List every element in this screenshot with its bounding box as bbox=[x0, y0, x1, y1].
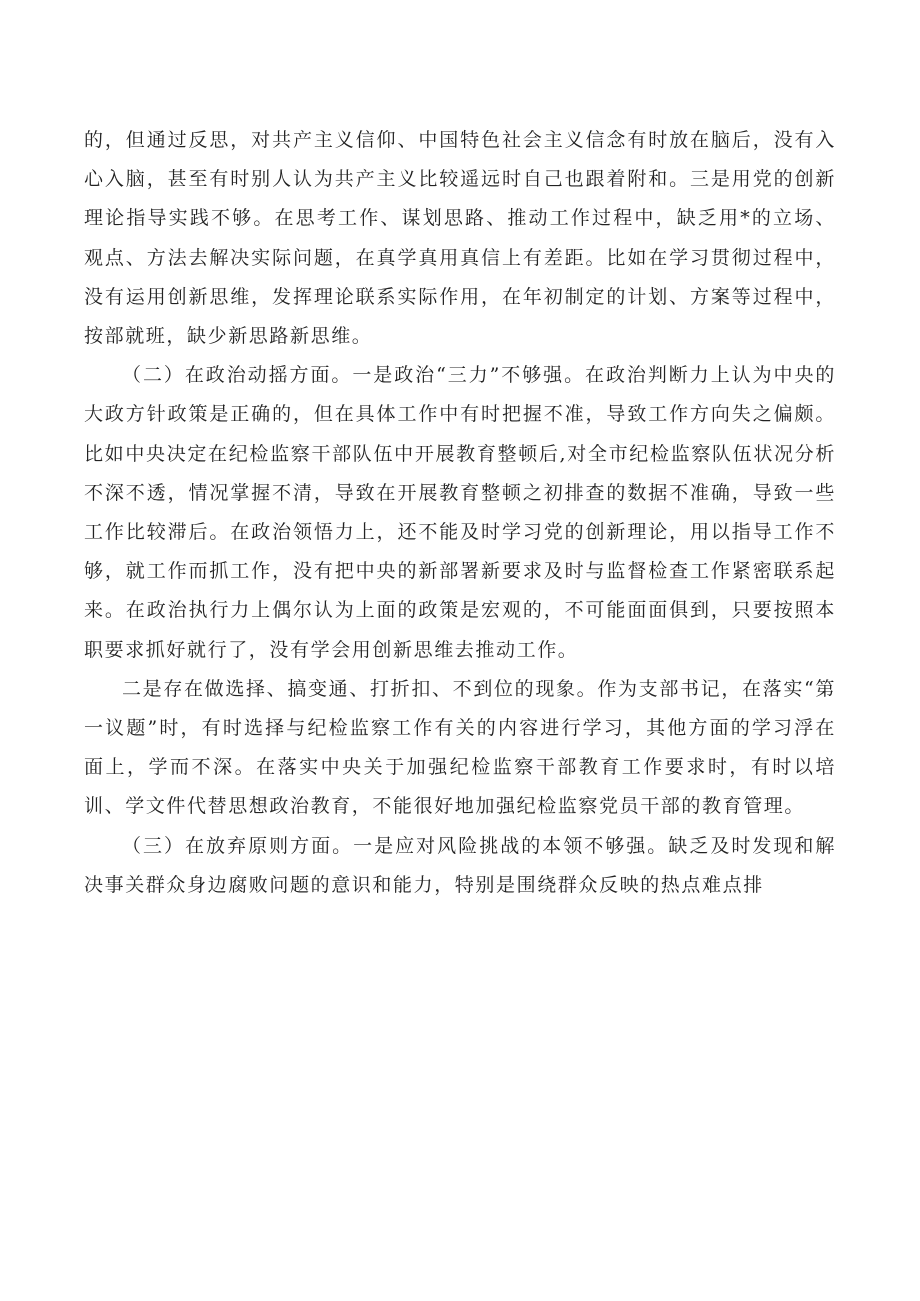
paragraph-abandoning-principles: （三）在放弃原则方面。一是应对风险挑战的本领不够强。缺乏及时发现和解决事关群众身边腐败问题的意识和能力，特别是围绕群众反映的热点难点排 bbox=[84, 834, 836, 896]
paragraph-continuation: 的，但通过反思，对共产主义信仰、中国特色社会主义信念有时放在脑后，没有入心入脑，甚至有时别人认为共产主义比较遥远时自己也跟着附和。三是用党的创新理论指导实践不够。在思考工作、谋划思路、推动工作过程中，缺乏用*的立场、观点、方法去解决实际问题，在真学真用真信上有差距。比如在学习贯彻过程中，没有运用创新思维，发挥理论联系实际作用，在年初制定的计划、方案等过程中，按部就班，缺少新思路新思维。 bbox=[84, 129, 836, 348]
document-body bbox=[84, 121, 836, 905]
paragraph-political-wavering: （二）在政治动摇方面。一是政治“三力”不够强。在政治判断力上认为中央的大政方针政策是正确的，但在具体工作中有时把握不准，导致工作方向失之偏颇。比如中央决定在纪检监察干部队伍中开展教育整顿后,对全市纪检监察队伍状况分析不深不透，情况掌握不清，导致在开展教育整顿之初排查的数据不准确，导致一些工作比较滞后。在政治领悟力上，还不能及时学习党的创新理论，用以指导工作不够，就工作而抓工作，没有把中央的新部署新要求及时与监督检查工作紧密联系起来。在政治执行力上偶尔认为上面的政策是宏观的，不可能面面俱到，只要按照本职要求抓好就行了，没有学会用创新思维去推动工作。 bbox=[84, 364, 836, 661]
paragraph-selective-implementation: 二是存在做选择、搞变通、打折扣、不到位的现象。作为支部书记，在落实“第一议题”时，有时选择与纪检监察工作有关的内容进行学习，其他方面的学习浮在面上，学而不深。在落实中央关于加强纪检监察干部教育工作要求时，有时以培训、学文件代替思想政治教育，不能很好地加强纪检监察党员干部的教育管理。 bbox=[84, 677, 836, 818]
